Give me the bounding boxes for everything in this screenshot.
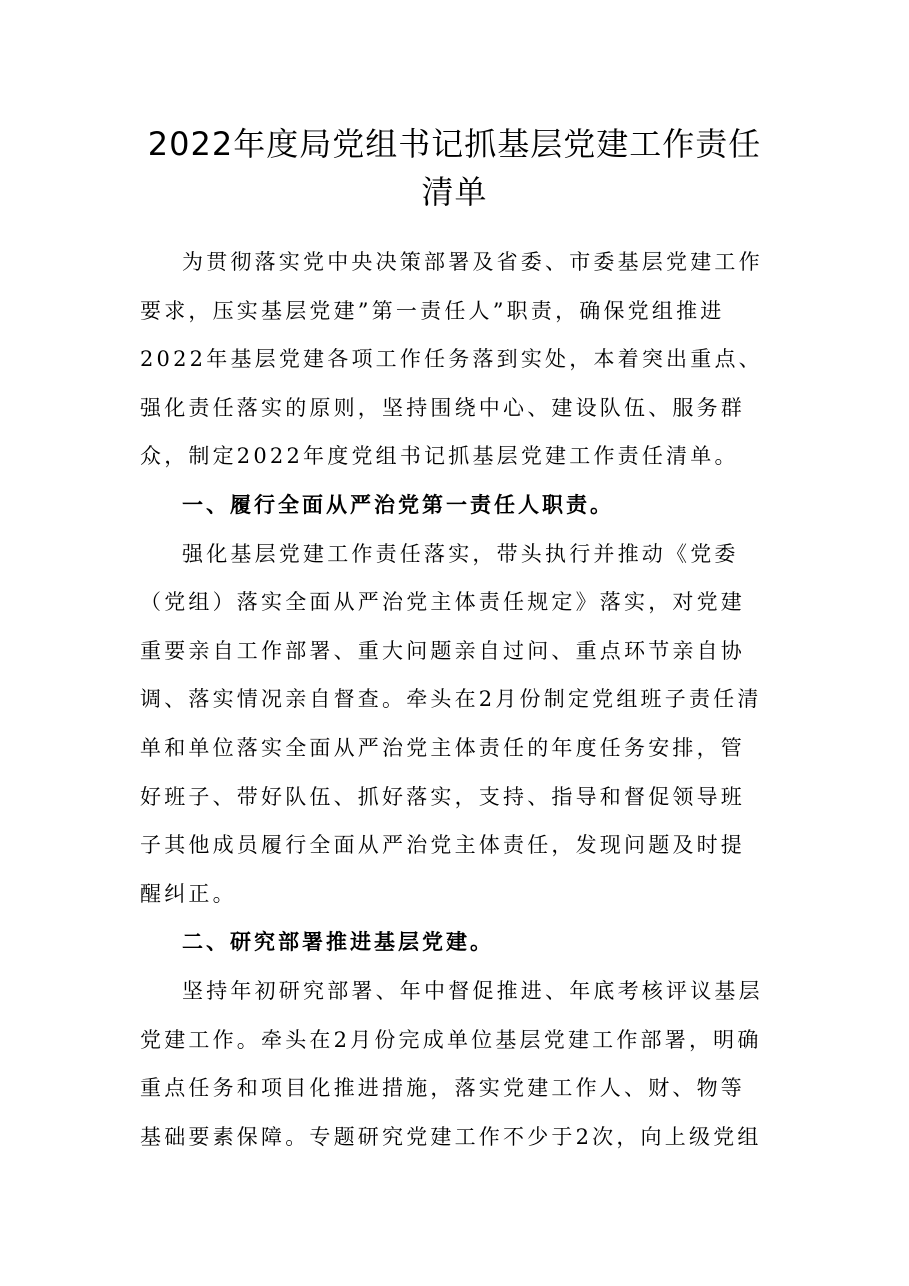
intro-line: 要求，压实基层党建”第一责任人”职责，确保党组推进: [140, 298, 725, 323]
section-1-line: 好班子、带好队伍、抓好落实，支持、指导和督促领导班: [140, 784, 745, 809]
section-1-line: 醒纠正。: [140, 881, 237, 906]
section-2-line: 党建工作。牵头在2月份完成单位基层党建工作部署，明确: [140, 1027, 762, 1052]
section-1-line: 强化基层党建工作责任落实，带头执行并推动《党委: [182, 541, 739, 566]
section-1-line: 子其他成员履行全面从严治党主体责任，发现问题及时提: [140, 833, 745, 858]
intro-line: 众，制定2022年度党组书记抓基层党建工作责任清单。: [140, 444, 739, 469]
section-1-line: 调、落实情况亲自督查。牵头在2月份制定党组班子责任清: [140, 687, 762, 712]
section-2-line: 坚持年初研究部署、年中督促推进、年底考核评议基层: [182, 978, 763, 1003]
section-1-line: 单和单位落实全面从严治党主体责任的年度任务安排，管: [140, 735, 745, 760]
intro-line: 2022年基层党建各项工作任务落到实处，本着突出重点、: [140, 347, 763, 372]
document-title-line-2: 清单: [421, 173, 488, 211]
document-body: [140, 238, 772, 1161]
section-1-line: 重要亲自工作部署、重大问题亲自过问、重点环节亲自协: [140, 638, 745, 663]
section-1-line: （党组）落实全面从严治党主体责任规定》落实，对党建: [140, 590, 745, 615]
document-title-line-1: 2022年度局党组书记抓基层党建工作责任: [147, 125, 762, 163]
section-1-heading: 一、履行全面从严治党第一责任人职责。: [182, 492, 614, 517]
section-2-heading: 二、研究部署推进基层党建。: [182, 930, 494, 955]
section-2-line: 重点任务和项目化推进措施，落实党建工作人、财、物等: [140, 1076, 745, 1101]
section-2-line: 基础要素保障。专题研究党建工作不少于2次，向上级党组: [140, 1124, 762, 1149]
intro-line: 为贯彻落实党中央决策部署及省委、市委基层党建工作: [182, 250, 763, 274]
intro-line: 强化责任落实的原则，坚持围绕中心、建设队伍、服务群: [140, 395, 745, 420]
